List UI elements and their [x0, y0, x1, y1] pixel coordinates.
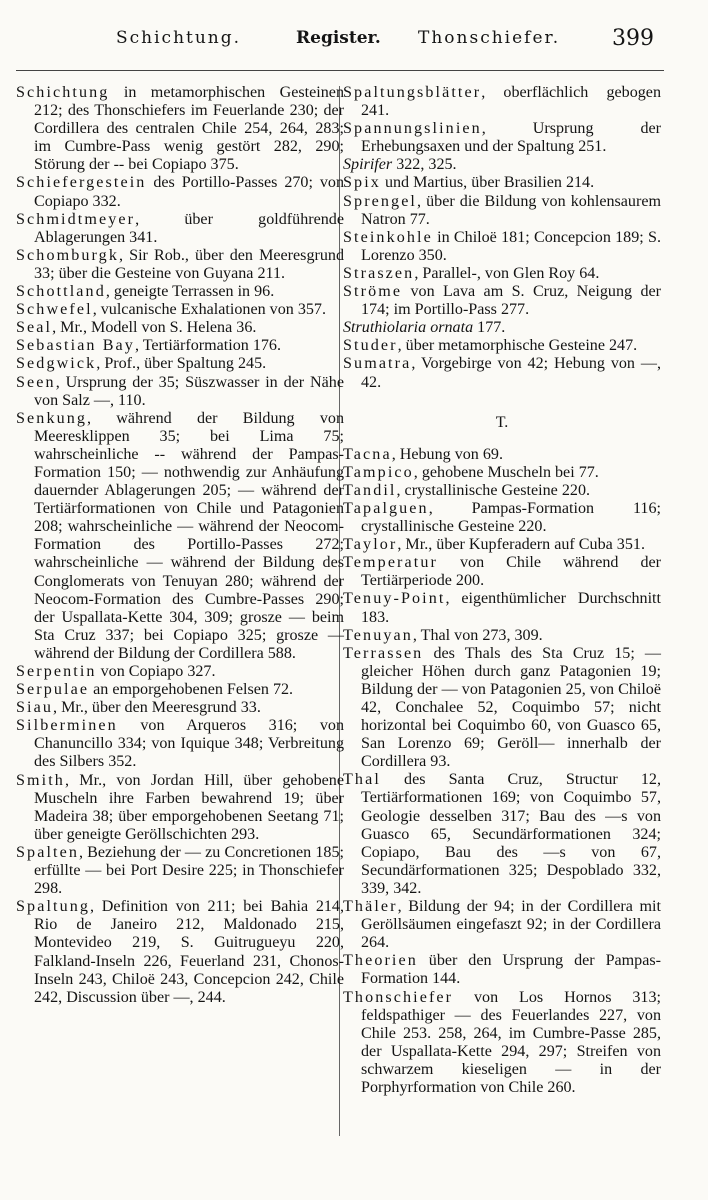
- index-entry: [343, 464, 661, 482]
- index-entry: [16, 301, 344, 319]
- entry-headword: Siau: [16, 699, 54, 717]
- page-number: 399: [612, 26, 654, 51]
- entry-references: über den Ursprung der Pampas-Formation 144.: [361, 952, 661, 988]
- entry-references: , Prof., über Spaltung 245.: [96, 355, 267, 373]
- entry-references: , über metamorphische Gesteine 247.: [397, 337, 638, 355]
- entry-headword: Tacna: [343, 445, 392, 463]
- entry-headword: Schomburgk: [16, 246, 119, 264]
- index-entry: [16, 772, 344, 844]
- entry-references: von Los Hornos 313; feldspathiger — des Feuerlandes 227, von Chile 253. 258, 264, im Cumbre-Passe 285, der Uspallata-Kette 294, 297; Streifen von schwarzem kieseligen — in der Porphyrformation von Chile 260.: [361, 988, 661, 1096]
- entry-headword: Tampico: [343, 463, 414, 481]
- index-entry: [16, 699, 344, 717]
- entry-headword: Sprengel: [343, 192, 418, 210]
- entry-headword: Schottland: [16, 283, 106, 301]
- entry-headword: Studer: [343, 337, 398, 355]
- entry-references: , Mr., über Kupferadern auf Cuba 351.: [397, 536, 645, 554]
- entry-headword: Tenuy-Point: [343, 590, 446, 608]
- entry-headword: Theorien: [343, 952, 418, 970]
- entry-headword: Seal: [16, 319, 53, 337]
- entry-references: , Vorgebirge von 42; Hebung von —, 42.: [361, 355, 661, 391]
- section-letter: T.: [495, 413, 509, 431]
- index-entry: [16, 681, 344, 699]
- entry-references: von Copiapo 327.: [96, 663, 216, 680]
- entry-references: , über die Bildung von kohlensaurem Natron 77.: [361, 192, 661, 228]
- header-rule: [16, 70, 664, 71]
- index-entry: [16, 898, 344, 1007]
- entry-headword: Tandil: [343, 481, 397, 499]
- entry-headword: Serpentin: [16, 663, 97, 680]
- index-entry: [343, 355, 661, 391]
- entry-headword: Thonschiefer: [343, 988, 454, 1006]
- running-head-left: Schichtung.: [116, 28, 242, 48]
- entry-references: in metamorphischen Gesteinen 212; des Thonschiefers im Feuerlande 230; der Cordillera des centralen Chile 254, 264, 283; im Cumbre-Pass wenig gestört 282, 290; Störung der -- bei Copiapo 375.: [34, 84, 344, 174]
- index-entry: [16, 374, 344, 410]
- entry-headword: Tenuyan: [343, 626, 413, 644]
- index-entry: [16, 355, 344, 373]
- entry-headword: Straszen: [343, 264, 415, 282]
- index-entry: [343, 989, 661, 1098]
- entry-headword: Schmidtmeyer: [16, 210, 136, 228]
- entry-references: von Lava am S. Cruz, Neigung der 174; im Portillo-Pass 277.: [361, 283, 661, 319]
- entry-references: an emporgehobenen Felsen 72.: [89, 681, 294, 699]
- entry-references: , geneigte Terrassen in 96.: [105, 283, 275, 301]
- entry-headword: Seen: [16, 373, 56, 391]
- index-entry: [16, 283, 344, 301]
- entry-headword: Struthiolaria ornata: [343, 319, 474, 337]
- index-entry: [343, 627, 661, 645]
- entry-references: des Thals des Sta Cruz 15; — gleicher Höhen durch ganz Patagonien 19; Bildung der — von Patagonien 25, von Chiloë 42, Conchalee 52, Coquimbo 57; nicht horizontal bei Coquimbo 60, von Guasco 65, San Lorenzo 69; Geröll— innerhalb der Cordillera 93.: [361, 644, 661, 771]
- entry-references: und Martius, über Brasilien 214.: [380, 174, 595, 192]
- index-column-left: [16, 84, 344, 1007]
- entry-headword: Terrassen: [343, 644, 424, 662]
- entry-references: , Bildung der 94; in der Cordillera mit Geröllsäumen eingefaszt 92; in der Cordillera 264.: [361, 898, 661, 952]
- index-entry: [343, 174, 661, 192]
- entry-headword: Silberminen: [16, 717, 118, 735]
- entry-headword: Sedgwick: [16, 355, 97, 373]
- entry-references: des Santa Cruz, Structur 12, Tertiärformationen 169; von Coquimbo 57, Geologie desselben 317; Bau des —s von Guasco 65, Secundärformationen 324; Copiapo, Bau des —s von 67, Secundärformationen 325; Despoblado 332, 339, 342.: [361, 771, 661, 897]
- index-entry: [343, 283, 661, 319]
- index-entry: [16, 337, 344, 355]
- index-entry: [16, 211, 344, 247]
- entry-headword: Tapalguen: [343, 499, 429, 517]
- index-entry: [343, 156, 661, 174]
- index-entry: [16, 319, 344, 337]
- entry-headword: Temperatur: [343, 554, 438, 572]
- index-entry: [343, 229, 661, 265]
- index-entry: [343, 120, 661, 156]
- index-entry: [343, 337, 661, 355]
- entry-headword: Taylor: [343, 536, 398, 554]
- entry-references: 322, 325.: [392, 156, 457, 174]
- index-entry: [343, 554, 661, 590]
- index-entry: [343, 319, 661, 337]
- entry-references: , Sir Rob., über den Meeresgrund 33; über die Gesteine von Guyana 211.: [34, 246, 344, 282]
- index-entry: [343, 590, 661, 626]
- entry-headword: Spix: [343, 174, 381, 192]
- index-entry: [343, 500, 661, 536]
- entry-references: , Ursprung der Erhebungsaxen und der Spaltung 251.: [361, 120, 661, 156]
- index-entry: [343, 482, 661, 500]
- index-entry: [343, 771, 661, 898]
- index-entry: [343, 536, 661, 554]
- index-entry: [16, 174, 344, 210]
- index-entry: [16, 410, 344, 663]
- entry-references: von Chile während der Tertiärperiode 200.: [361, 554, 661, 590]
- entry-references: , Mr., von Jordan Hill, über gehobene Muscheln ihre Farben bewahrend 19; über Madeira 38; über emporgehobenen Seetang 71; über geneigte Geröllschichten 293.: [34, 771, 344, 843]
- entry-headword: Spaltungsblätter: [343, 84, 482, 101]
- entry-references: in Chiloë 181; Concepcion 189; S. Lorenzo 350.: [361, 228, 661, 264]
- entry-headword: Spalten: [16, 843, 79, 861]
- index-column-right: [343, 84, 661, 1097]
- index-entry: [343, 898, 661, 952]
- index-entry: [343, 193, 661, 229]
- entry-references: , oberflächlich gebogen 241.: [361, 84, 661, 120]
- entry-references: , eigenthümlicher Durchschnitt 183.: [361, 590, 661, 626]
- index-entry: [16, 663, 344, 681]
- entry-headword: Ströme: [343, 283, 403, 301]
- entry-headword: Smith: [16, 771, 65, 789]
- entry-references: , Mr., über den Meeresgrund 33.: [53, 699, 261, 717]
- index-entry: [16, 84, 344, 174]
- entry-references: , Ursprung der 35; Süszwasser in der Nähe von Salz —, 110.: [34, 373, 344, 409]
- entry-references: , Parallel-, von Glen Roy 64.: [414, 264, 600, 282]
- entry-headword: Spannungslinien: [343, 120, 482, 138]
- entry-headword: Steinkohle: [343, 228, 433, 246]
- entry-headword: Thäler: [343, 898, 398, 916]
- entry-headword: Spirifer: [343, 156, 393, 174]
- entry-references: von Arqueros 316; von Chanuncillo 334; von Iquique 348; Verbreitung des Silbers 352.: [34, 717, 344, 771]
- index-entry: [16, 717, 344, 771]
- entry-headword: Sebastian Bay: [16, 337, 135, 355]
- entry-references: des Portillo-Passes 270; von Copiapo 332.: [34, 174, 344, 210]
- entry-references: , vulcanische Exhalationen von 357.: [92, 301, 326, 319]
- index-entry: [343, 645, 661, 772]
- entry-references: , Beziehung der — zu Concretionen 185; erfüllte — bei Port Desire 225; in Thonschiefer 298.: [34, 843, 344, 898]
- index-entry: [343, 952, 661, 988]
- entry-headword: Serpulae: [16, 681, 90, 699]
- entry-references: , Pampas-Formation 116; crystallinische Gesteine 220.: [361, 499, 661, 536]
- entry-references: , Tertiärformation 176.: [134, 337, 281, 355]
- entry-references: , über goldführende Ablagerungen 341.: [34, 210, 344, 246]
- entry-references: 177.: [473, 319, 506, 337]
- entry-references: , Mr., Modell von S. Helena 36.: [52, 319, 257, 337]
- index-entry: [16, 844, 344, 898]
- entry-headword: Senkung: [16, 409, 88, 427]
- entry-headword: Schichtung: [16, 84, 110, 101]
- entry-references: , Hebung von 69.: [391, 445, 503, 463]
- entry-headword: Schwefel: [16, 301, 93, 319]
- index-entry: [343, 265, 661, 283]
- running-head-right: Thonschiefer.: [418, 28, 561, 48]
- index-entry: [343, 84, 661, 120]
- entry-references: , Definition von 211; bei Bahia 214, Rio de Janeiro 212, Maldonado 215, Montevideo 219, S. Guitrugueyu 220, Falkland-Inseln 226, Feuerland 231, Chonos-Inseln 243, Chiloë 243, Concepcion 242, Chile 242, Discussion über —, 244.: [34, 898, 344, 1006]
- entry-headword: Spaltung: [16, 898, 91, 916]
- entry-headword: Sumatra: [343, 355, 412, 373]
- entry-references: , Thal von 273, 309.: [412, 626, 543, 644]
- index-entry: [16, 247, 344, 283]
- entry-headword: Schiefergestein: [16, 174, 147, 192]
- entry-headword: Thal: [343, 771, 381, 789]
- running-head-center: Register.: [296, 28, 381, 48]
- entry-references: , gehobene Muscheln bei 77.: [413, 463, 599, 481]
- entry-references: , crystallinische Gesteine 220.: [396, 481, 591, 499]
- entry-references: , während der Bildung von Meeresklippen 35; bei Lima 75; wahrscheinliche -- während der Pampas-Formation 150; — nothwendig zur Anhäufung dauernder Ablagerungen 205; — während der Tertiärformationen von Chile und Patagonien 208; wahrscheinliche — während der Neocom-Formation des Portillo-Passes 272; wahrscheinliche — während der Bildung des Conglomerats von Tenuyan 280; während der Neocom-Formation des Cumbre-Passes 290; der Uspallata-Kette 304, 309; grosze — beim Sta Cruz 337; bei Copiapo 325; grosze — während der Bildung der Cordillera 588.: [34, 409, 344, 662]
- index-entry: [343, 446, 661, 464]
